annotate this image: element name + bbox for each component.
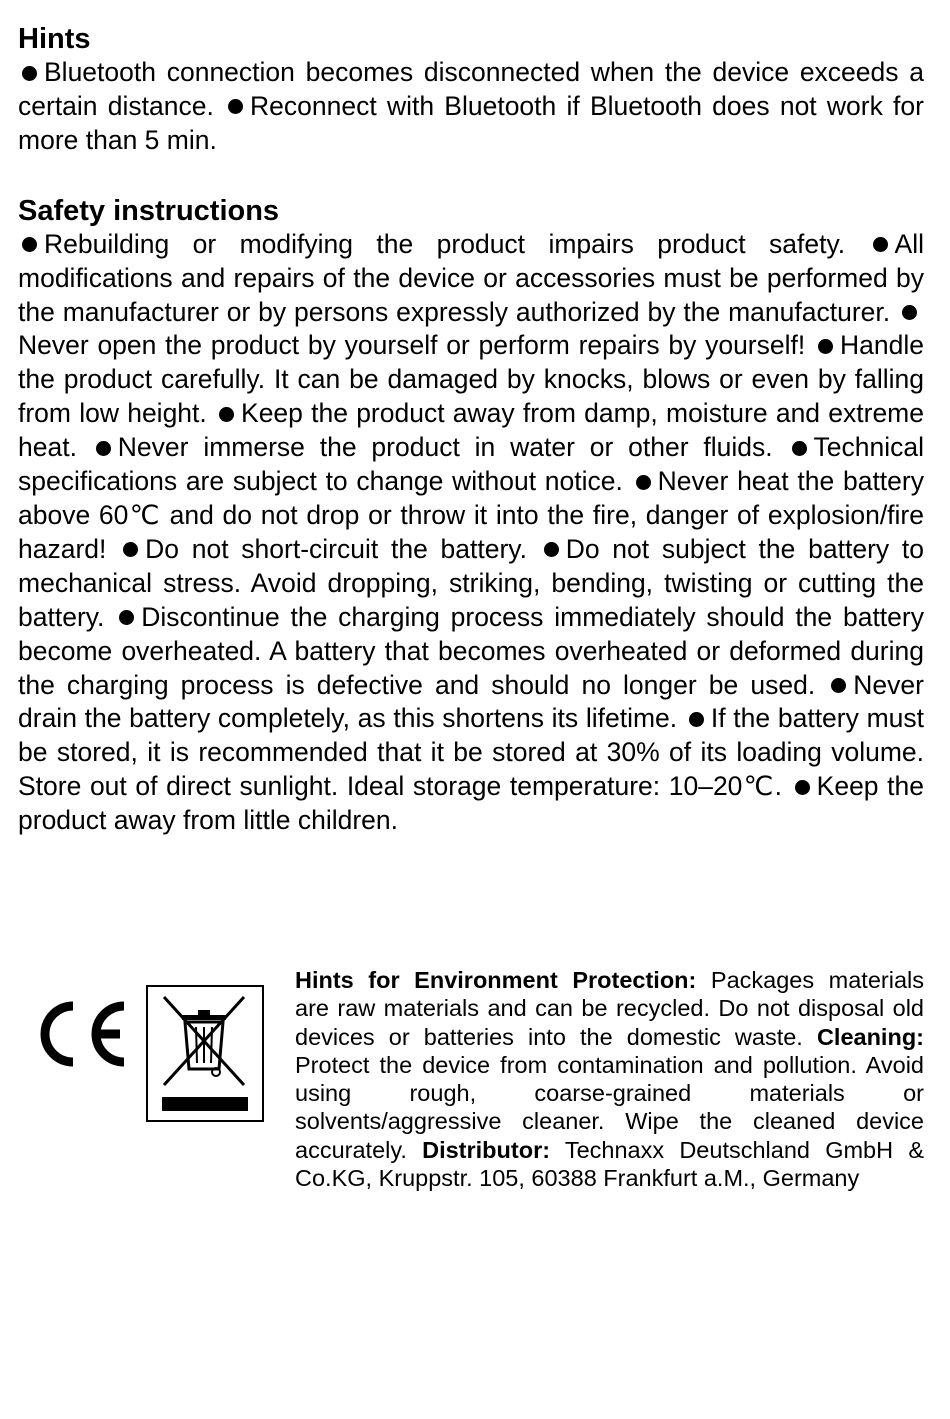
environment-text: Packages materials are raw materials and can be recycled. Do not disposal old devices or batteries into the domestic waste. bbox=[295, 967, 924, 1050]
bullet-icon bbox=[544, 542, 559, 557]
bullet-icon bbox=[119, 610, 134, 625]
safety-item: Technical specifications are subject to change without notice. bbox=[18, 432, 924, 497]
bullet-icon bbox=[792, 441, 807, 456]
crossed-out-wheelie-bin-icon bbox=[146, 985, 264, 1122]
safety-item: Never drain the battery completely, as this shortens its lifetime. bbox=[18, 669, 924, 734]
hint-item: Reconnect with Bluetooth if Bluetooth does not work for more than 5 min. bbox=[18, 90, 924, 155]
bullet-icon bbox=[228, 99, 243, 114]
environment-label: Hints for Environment Protection: bbox=[295, 967, 697, 993]
safety-heading: Safety instructions bbox=[18, 194, 280, 227]
bullet-icon bbox=[96, 441, 111, 456]
bullet-icon bbox=[902, 305, 917, 320]
bullet-icon bbox=[22, 237, 37, 252]
bullet-icon bbox=[689, 712, 704, 727]
hints-heading: Hints bbox=[18, 23, 91, 55]
ce-mark-icon bbox=[40, 1000, 130, 1068]
safety-item: Do not short-circuit the battery. bbox=[145, 533, 527, 564]
hints-paragraph bbox=[18, 56, 924, 158]
bullet-icon bbox=[818, 339, 833, 354]
safety-item: Rebuilding or modifying the product impairs product safety. bbox=[44, 228, 846, 259]
environment-paragraph bbox=[295, 966, 924, 1192]
bullet-icon bbox=[873, 237, 888, 252]
distributor-label: Distributor: bbox=[422, 1136, 551, 1163]
bullet-icon bbox=[831, 678, 846, 693]
bullet-icon bbox=[22, 66, 37, 81]
safety-item: All modifications and repairs of the device or accessories must be performed by the manufacturer or by persons expressly authorized by the manufacturer. bbox=[18, 228, 924, 327]
cleaning-label: Cleaning: bbox=[816, 1023, 924, 1050]
document-page bbox=[18, 22, 924, 838]
bullet-icon bbox=[219, 407, 234, 422]
safety-paragraph bbox=[18, 228, 924, 838]
bullet-icon bbox=[123, 542, 138, 557]
safety-item: Keep the product away from damp, moisture and extreme heat. bbox=[18, 398, 924, 463]
safety-item: Do not subject the battery to mechanical stress. Avoid dropping, striking, bending, twisting or cutting the battery. bbox=[18, 533, 924, 632]
distributor-text: Technaxx Deutschland GmbH & Co.KG, Kruppstr. 105, 60388 Frankfurt a.M., Germany bbox=[295, 1136, 924, 1192]
safety-item: Never heat the battery above 60℃ and do not drop or throw it into the fire, danger of explosion/fire hazard! bbox=[18, 466, 924, 564]
safety-item: If the battery must be stored, it is recommended that it be stored at 30% of its loading volume. Store out of direct sunlight. Ideal storage temperature: 10–20℃. bbox=[18, 703, 924, 802]
cleaning-text: Protect the device from contamination and pollution. Avoid using rough, coarse-grained materials or solvents/aggressive cleaner. Wipe the cleaned device accurately. bbox=[295, 1051, 924, 1163]
safety-item: Handle the product carefully. It can be damaged by knocks, blows or even by falling from low height. bbox=[18, 330, 924, 429]
safety-item: Discontinue the charging process immediately should the battery become overheated. A battery that becomes overheated or deformed during the charging process is defective and should no longer be used. bbox=[18, 601, 924, 700]
safety-item: Never open the product by yourself or perform repairs by yourself! bbox=[18, 330, 806, 361]
bullet-icon bbox=[636, 475, 651, 490]
hint-item: Bluetooth connection becomes disconnected when the device exceeds a certain distance. bbox=[18, 57, 924, 121]
safety-item: Keep the product away from little children. bbox=[18, 771, 924, 836]
safety-item: Never immerse the product in water or other fluids. bbox=[117, 432, 773, 463]
bullet-icon bbox=[795, 780, 810, 795]
